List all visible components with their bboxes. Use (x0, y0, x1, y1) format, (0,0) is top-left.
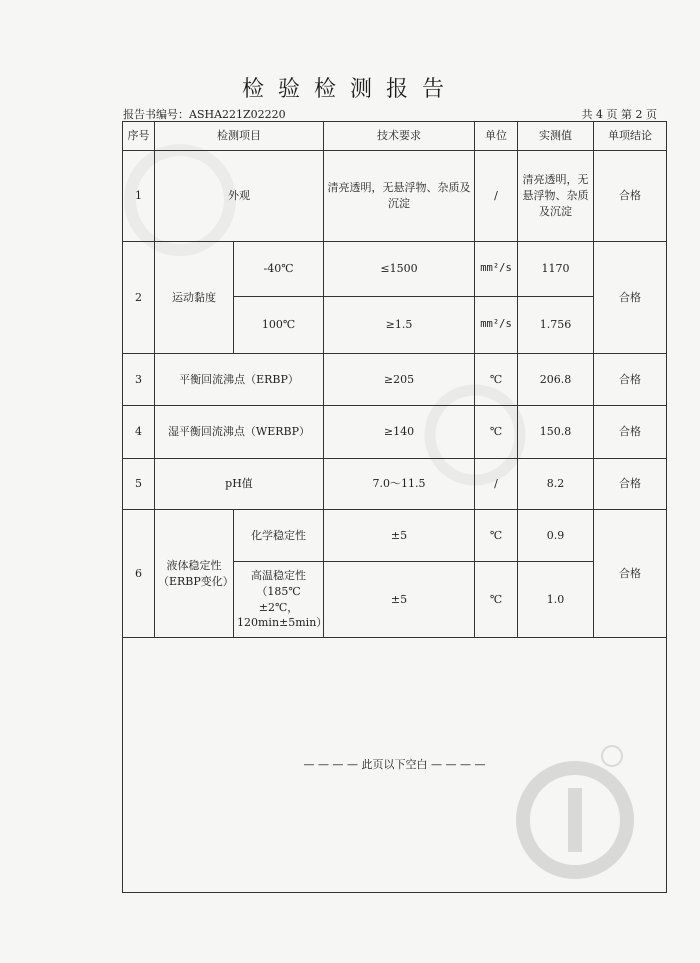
cell-condition: 高温稳定性（185℃±2℃，120min±5min） (234, 562, 324, 638)
cell-requirement: ≤1500 (324, 242, 475, 297)
header-no: 序号 (123, 122, 155, 151)
cell-requirement: ≥1.5 (324, 297, 475, 354)
cell-condition: -40℃ (234, 242, 324, 297)
cell-value: 1.0 (518, 562, 594, 638)
cell-value: 0.9 (518, 510, 594, 562)
cell-conclusion: 合格 (594, 354, 667, 406)
report-title: 检验检测报告 (241, 77, 458, 102)
table-row (123, 459, 667, 510)
cell-value: 8.2 (518, 459, 594, 510)
table-row (123, 354, 667, 406)
cell-requirement: ±5 (324, 510, 475, 562)
table-row (123, 242, 667, 297)
cell-conclusion: 合格 (594, 151, 667, 242)
cell-condition: 化学稳定性 (234, 510, 324, 562)
report-table (122, 121, 667, 893)
cell-value: 150.8 (518, 406, 594, 459)
cell-unit: / (475, 459, 518, 510)
table-row (123, 510, 667, 562)
table-header-row (123, 122, 667, 151)
cell-conclusion: 合格 (594, 406, 667, 459)
cell-unit: ℃ (475, 562, 518, 638)
cell-no: 4 (123, 406, 155, 459)
table-row (123, 151, 667, 242)
blank-note: — — — — 此页以下空白 — — — — (123, 638, 667, 893)
cell-item: pH值 (155, 459, 324, 510)
cell-item: 平衡回流沸点（ERBP） (155, 354, 324, 406)
cell-no: 5 (123, 459, 155, 510)
header-value: 实测值 (518, 122, 594, 151)
cell-item: 外观 (155, 151, 324, 242)
cell-condition: 100℃ (234, 297, 324, 354)
cell-unit: / (475, 151, 518, 242)
cell-conclusion: 合格 (594, 242, 667, 354)
cell-value: 1170 (518, 242, 594, 297)
cell-item: 运动黏度 (155, 242, 234, 354)
cell-requirement: ≥205 (324, 354, 475, 406)
cell-conclusion: 合格 (594, 459, 667, 510)
page-info: 共 4 页 第 2 页 (581, 108, 657, 121)
cell-no: 1 (123, 151, 155, 242)
cell-no: 2 (123, 242, 155, 354)
cell-item: 液体稳定性（ERBP变化） (155, 510, 234, 638)
cell-requirement: ≥140 (324, 406, 475, 459)
cell-unit: ℃ (475, 406, 518, 459)
cell-requirement: ±5 (324, 562, 475, 638)
cell-conclusion: 合格 (594, 510, 667, 638)
cell-requirement: 清亮透明，无悬浮物、杂质及沉淀 (324, 151, 475, 242)
cell-unit: mm²/s (475, 242, 518, 297)
cell-unit: ℃ (475, 354, 518, 406)
header-item: 检测项目 (155, 122, 324, 151)
report-number: 报告书编号：ASHA221Z02220 (123, 108, 286, 121)
header-requirement: 技术要求 (324, 122, 475, 151)
cell-unit: mm²/s (475, 297, 518, 354)
cell-no: 6 (123, 510, 155, 638)
cell-value: 1.756 (518, 297, 594, 354)
cell-value: 清亮透明，无悬浮物、杂质及沉淀 (518, 151, 594, 242)
table-row (123, 406, 667, 459)
cell-item: 湿平衡回流沸点（WERBP） (155, 406, 324, 459)
cell-unit: ℃ (475, 510, 518, 562)
header-conclusion: 单项结论 (594, 122, 667, 151)
cell-value: 206.8 (518, 354, 594, 406)
cell-requirement: 7.0～11.5 (324, 459, 475, 510)
blank-area-row (123, 638, 667, 893)
header-unit: 单位 (475, 122, 518, 151)
cell-no: 3 (123, 354, 155, 406)
